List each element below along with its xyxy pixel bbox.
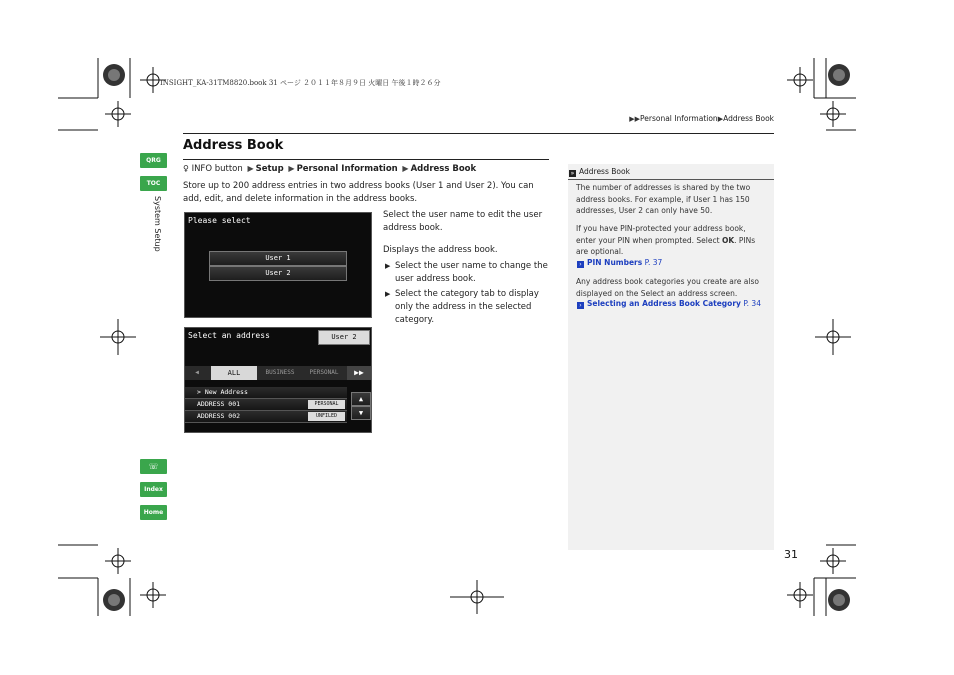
arrow-icon: ▶	[717, 115, 724, 123]
screen-title: Please select	[188, 216, 251, 225]
arrow-icon: ▶	[385, 290, 391, 298]
info-button-icon: ♀	[183, 164, 189, 173]
arrow-icon: ▶	[402, 164, 409, 173]
scroll-up-button[interactable]: ▲	[351, 392, 371, 406]
home-tab[interactable]: Home	[140, 505, 167, 520]
sidebar-para-1: The number of addresses is shared by the two address books. For example, if User 1 has 150 addresses, User 2 can only have 50.	[576, 183, 751, 215]
link-pin-numbers[interactable]: › PIN Numbers P. 37	[576, 257, 768, 269]
tab-all[interactable]: ALL	[211, 366, 257, 380]
title-divider	[183, 159, 549, 160]
ok-label: OK	[721, 235, 735, 245]
arrow-icon: ▶	[385, 262, 391, 270]
screen-title: Select an address	[188, 331, 270, 340]
next-tab-icon[interactable]: ▶▶	[347, 366, 371, 380]
tab-prev[interactable]: ◀	[195, 369, 199, 376]
please-select-screen	[184, 212, 372, 318]
breadcrumb-item-personal-information[interactable]: Personal Information	[640, 114, 718, 123]
category-tag: UNFILED	[308, 412, 345, 421]
list-item-address-002[interactable]: ADDRESS 002 UNFILED	[185, 411, 347, 423]
sidebar-para-2: If you have PIN-protected your address book, enter your PIN when prompted. Select OK. PINs are optional.	[576, 224, 756, 256]
select-address-screen	[184, 327, 372, 433]
print-header: INSIGHT_KA-31TM8820.book 31 ページ ２０１１年８月９日 火曜日 午後１時２６分	[160, 79, 441, 87]
category-tag: PERSONAL	[308, 400, 345, 409]
desc-select-user: Select the user name to edit the user address book.	[383, 210, 543, 233]
voice-command-icon[interactable]: ☏	[140, 459, 167, 474]
arrow-icon: ▶▶	[629, 115, 640, 123]
notes-sidebar	[568, 164, 774, 550]
link-arrow-icon: ›	[577, 261, 584, 268]
desc-change-user: ▶ Select the user name to change the user address book.	[385, 261, 548, 284]
list-item-address-001[interactable]: ADDRESS 001 PERSONAL	[185, 399, 347, 411]
scroll-down-button[interactable]: ▼	[351, 406, 371, 420]
note-icon: »	[570, 170, 575, 177]
arrow-icon: ▶	[288, 164, 295, 173]
navigation-path	[183, 164, 476, 174]
sidebar-para-3: Any address book categories you create are also displayed on the Select an address screen.	[576, 277, 759, 298]
title-rule	[183, 133, 774, 134]
link-arrow-icon: ›	[577, 302, 584, 309]
section-label: System Setup	[153, 196, 162, 252]
sidebar-header: » Address Book	[568, 164, 774, 180]
nav-step-setup: Setup	[255, 164, 284, 174]
nav-start: INFO button	[191, 164, 243, 174]
user-1-button[interactable]: User 1	[209, 251, 347, 266]
page-title: Address Book	[183, 138, 284, 153]
desc-displays: Displays the address book.	[383, 245, 498, 255]
qrg-tab[interactable]: QRG	[140, 153, 167, 168]
breadcrumb	[629, 114, 774, 123]
intro-text: Store up to 200 address entries in two address books (User 1 and User 2). You can add, edit, and delete information in the address books.	[183, 181, 534, 204]
breadcrumb-item-address-book[interactable]: Address Book	[723, 114, 774, 123]
category-tabs	[185, 366, 371, 380]
arrow-icon: ▶	[247, 164, 254, 173]
user-2-button[interactable]: User 2	[209, 266, 347, 281]
desc-category-tab: ▶ Select the category tab to display only the address in the selected category.	[385, 289, 539, 325]
tab-personal[interactable]: PERSONAL	[309, 369, 339, 376]
list-item-new-address[interactable]: > New Address	[185, 387, 347, 399]
link-selecting-category[interactable]: › Selecting an Address Book Category P. 34	[576, 298, 768, 310]
nav-step-address-book: Address Book	[410, 164, 477, 174]
user-select-button[interactable]: User 2	[318, 330, 370, 345]
nav-step-personal-information: Personal Information	[296, 164, 398, 174]
page-number: 31	[784, 548, 798, 561]
toc-tab[interactable]: TOC	[140, 176, 167, 191]
index-tab[interactable]: Index	[140, 482, 167, 497]
tab-business[interactable]: BUSINESS	[265, 369, 295, 376]
